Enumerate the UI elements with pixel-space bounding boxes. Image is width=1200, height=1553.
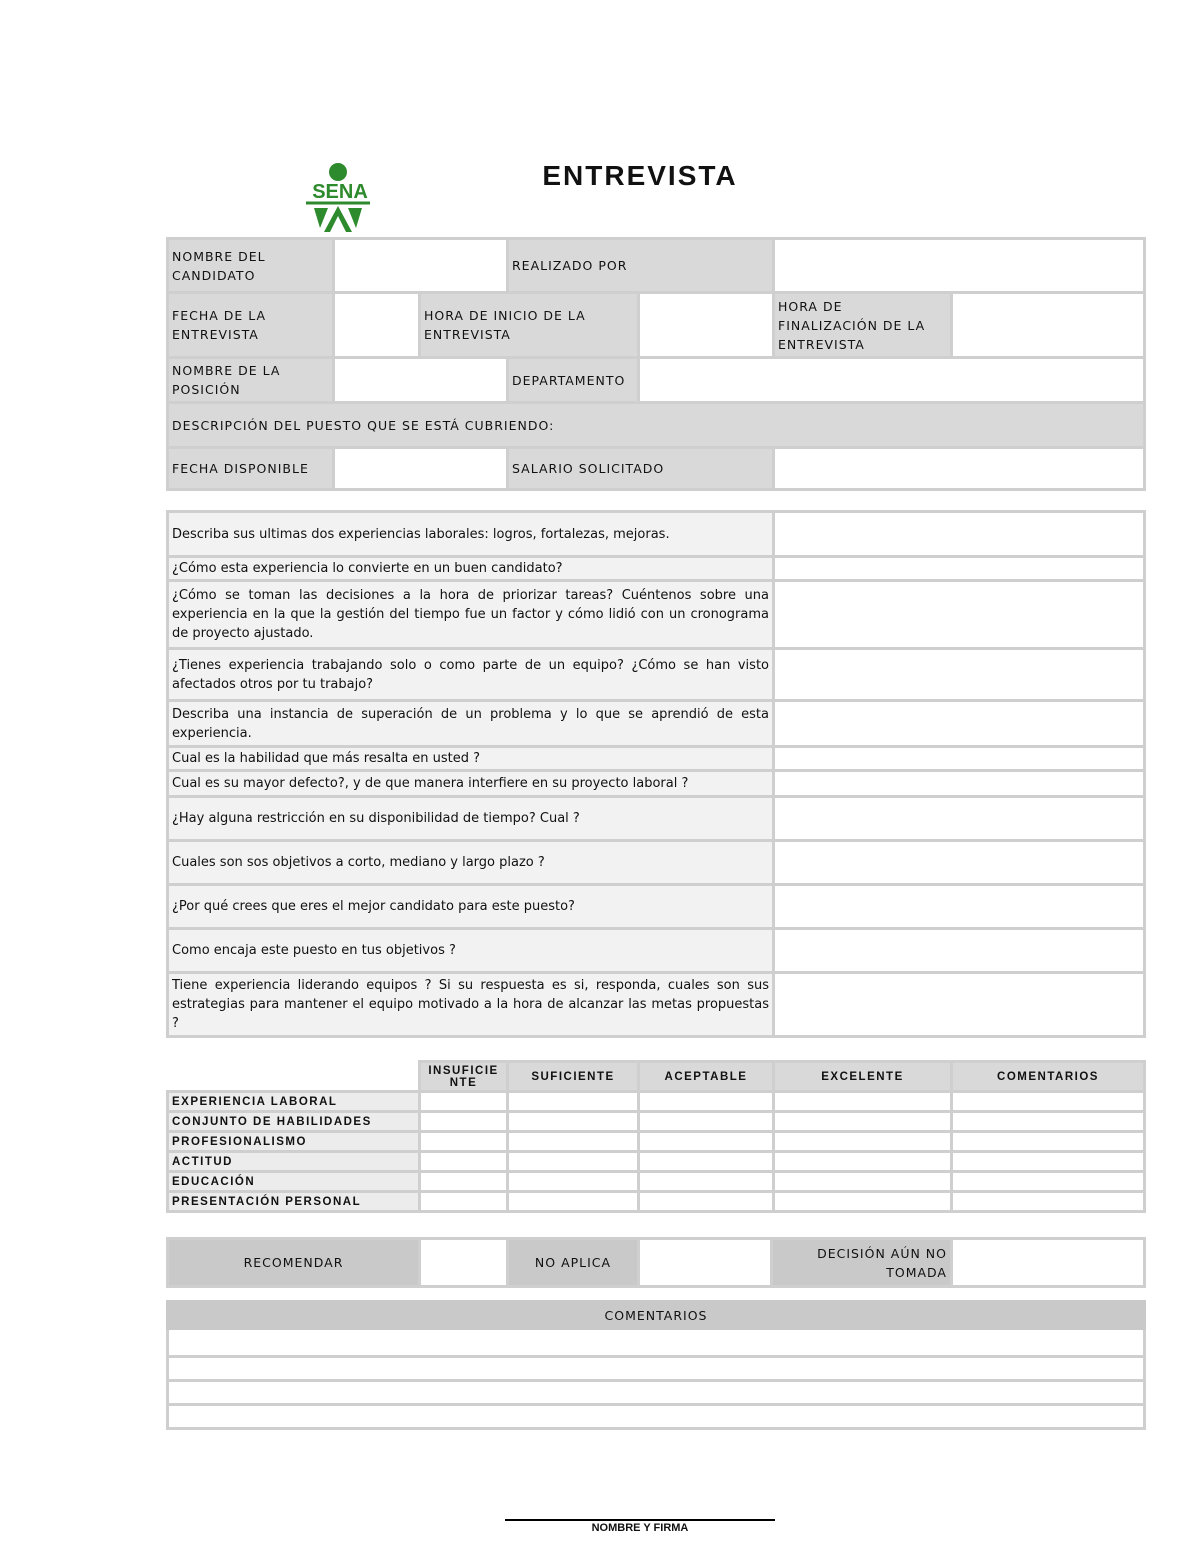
checkbox-recomendar[interactable] bbox=[420, 1239, 508, 1287]
label-hora-inicio: HORA DE INICIO DE LA ENTREVISTA bbox=[420, 293, 639, 358]
column-suficiente: SUFICIENTE bbox=[508, 1062, 639, 1092]
answer-field[interactable] bbox=[774, 973, 1145, 1037]
answer-field[interactable] bbox=[774, 649, 1145, 701]
label-departamento: DEPARTAMENTO bbox=[508, 358, 639, 403]
label-nombre-candidato: NOMBRE DEL CANDIDATO bbox=[168, 239, 334, 293]
rating-cell[interactable] bbox=[508, 1172, 639, 1192]
column-comentarios: COMENTARIOS bbox=[952, 1062, 1145, 1092]
label-fecha-entrevista: FECHA DE LA ENTREVISTA bbox=[168, 293, 334, 358]
comment-line[interactable] bbox=[168, 1381, 1145, 1405]
question-text: Describa sus ultimas dos experiencias laborales: logros, fortalezas, mejoras. bbox=[168, 512, 774, 557]
column-insuficiente: INSUFICIENTE bbox=[420, 1062, 508, 1092]
rating-cell[interactable] bbox=[508, 1092, 639, 1112]
sena-logo bbox=[300, 160, 384, 236]
candidate-info-table bbox=[166, 237, 1146, 491]
question-text: ¿Tienes experiencia trabajando solo o como parte de un equipo? ¿Cómo se han visto afectados otros por tu trabajo? bbox=[168, 649, 774, 701]
label-descripcion-puesto: DESCRIPCIÓN DEL PUESTO QUE SE ESTÁ CUBRIENDO: bbox=[168, 403, 1145, 448]
question-text: Tiene experiencia liderando equipos ? Si su respuesta es si, responda, cuales son sus estrategias para mantener el equipo motivado a la hora de alcanzar las metas propuestas ? bbox=[168, 973, 774, 1037]
rating-cell[interactable] bbox=[508, 1132, 639, 1152]
rating-cell[interactable] bbox=[420, 1092, 508, 1112]
answer-field[interactable] bbox=[774, 747, 1145, 771]
criterion-label: ACTITUD bbox=[168, 1152, 420, 1172]
rating-comment-cell[interactable] bbox=[952, 1172, 1145, 1192]
field-nombre-posicion[interactable] bbox=[334, 358, 508, 403]
label-fecha-disponible: FECHA DISPONIBLE bbox=[168, 448, 334, 490]
comments-table bbox=[166, 1300, 1146, 1430]
rating-cell[interactable] bbox=[508, 1192, 639, 1212]
criterion-label: PRESENTACIÓN PERSONAL bbox=[168, 1192, 420, 1212]
question-text: Como encaja este puesto en tus objetivos ? bbox=[168, 929, 774, 973]
rating-comment-cell[interactable] bbox=[952, 1192, 1145, 1212]
question-text: Cual es su mayor defecto?, y de que manera interfiere en su proyecto laboral ? bbox=[168, 771, 774, 797]
rating-cell[interactable] bbox=[774, 1132, 952, 1152]
label-realizado-por: REALIZADO POR bbox=[508, 239, 774, 293]
column-aceptable: ACEPTABLE bbox=[639, 1062, 774, 1092]
logo-text: SENA bbox=[312, 181, 368, 203]
label-no-aplica: NO APLICA bbox=[508, 1239, 639, 1287]
field-hora-inicio[interactable] bbox=[639, 293, 774, 358]
criterion-label: EXPERIENCIA LABORAL bbox=[168, 1092, 420, 1112]
rating-cell[interactable] bbox=[420, 1152, 508, 1172]
rating-cell[interactable] bbox=[774, 1112, 952, 1132]
field-fecha-disponible[interactable] bbox=[334, 448, 508, 490]
question-text: ¿Por qué crees que eres el mejor candidato para este puesto? bbox=[168, 885, 774, 929]
rating-cell[interactable] bbox=[639, 1132, 774, 1152]
question-text: ¿Cómo se toman las decisiones a la hora de priorizar tareas? Cuéntenos sobre una experiencia en la que la gestión del tiempo fue un factor y cómo lidió con un cronograma de proyecto ajustado. bbox=[168, 581, 774, 649]
questions-table bbox=[166, 510, 1146, 1038]
answer-field[interactable] bbox=[774, 512, 1145, 557]
question-text: Describa una instancia de superación de un problema y lo que se aprendió de esta experiencia. bbox=[168, 701, 774, 747]
label-recomendar: RECOMENDAR bbox=[168, 1239, 420, 1287]
rating-comment-cell[interactable] bbox=[952, 1152, 1145, 1172]
answer-field[interactable] bbox=[774, 557, 1145, 581]
rating-corner bbox=[168, 1062, 420, 1092]
answer-field[interactable] bbox=[774, 841, 1145, 885]
field-realizado-por[interactable] bbox=[774, 239, 1145, 293]
page-title: ENTREVISTA bbox=[542, 160, 738, 191]
answer-field[interactable] bbox=[774, 581, 1145, 649]
rating-comment-cell[interactable] bbox=[952, 1132, 1145, 1152]
rating-cell[interactable] bbox=[774, 1172, 952, 1192]
rating-cell[interactable] bbox=[639, 1112, 774, 1132]
rating-cell[interactable] bbox=[774, 1192, 952, 1212]
checkbox-no-aplica[interactable] bbox=[639, 1239, 772, 1287]
rating-cell[interactable] bbox=[420, 1192, 508, 1212]
comment-line[interactable] bbox=[168, 1405, 1145, 1429]
checkbox-decision-no-tomada[interactable] bbox=[952, 1239, 1145, 1287]
question-text: ¿Hay alguna restricción en su disponibilidad de tiempo? Cual ? bbox=[168, 797, 774, 841]
decision-table bbox=[166, 1237, 1146, 1288]
field-salario-solicitado[interactable] bbox=[774, 448, 1145, 490]
rating-cell[interactable] bbox=[639, 1092, 774, 1112]
rating-cell[interactable] bbox=[774, 1152, 952, 1172]
field-hora-finalizacion[interactable] bbox=[952, 293, 1145, 358]
question-text: ¿Cómo esta experiencia lo convierte en un buen candidato? bbox=[168, 557, 774, 581]
criterion-label: CONJUNTO DE HABILIDADES bbox=[168, 1112, 420, 1132]
rating-cell[interactable] bbox=[420, 1132, 508, 1152]
label-nombre-posicion: NOMBRE DE LA POSICIÓN bbox=[168, 358, 334, 403]
field-departamento[interactable] bbox=[639, 358, 1145, 403]
field-nombre-candidato[interactable] bbox=[334, 239, 508, 293]
signature-line[interactable] bbox=[505, 1519, 775, 1521]
question-text: Cual es la habilidad que más resalta en usted ? bbox=[168, 747, 774, 771]
rating-cell[interactable] bbox=[508, 1112, 639, 1132]
rating-cell[interactable] bbox=[420, 1112, 508, 1132]
rating-cell[interactable] bbox=[774, 1092, 952, 1112]
signature-label: NOMBRE Y FIRMA bbox=[591, 1522, 689, 1534]
comment-line[interactable] bbox=[168, 1329, 1145, 1357]
answer-field[interactable] bbox=[774, 771, 1145, 797]
answer-field[interactable] bbox=[774, 701, 1145, 747]
answer-field[interactable] bbox=[774, 929, 1145, 973]
label-decision-no-tomada: DECISIÓN AÚN NO TOMADA bbox=[772, 1239, 952, 1287]
rating-comment-cell[interactable] bbox=[952, 1112, 1145, 1132]
rating-cell[interactable] bbox=[639, 1152, 774, 1172]
rating-cell[interactable] bbox=[420, 1172, 508, 1192]
field-fecha-entrevista[interactable] bbox=[334, 293, 420, 358]
comment-line[interactable] bbox=[168, 1357, 1145, 1381]
rating-cell[interactable] bbox=[508, 1152, 639, 1172]
rating-comment-cell[interactable] bbox=[952, 1092, 1145, 1112]
criterion-label: EDUCACIÓN bbox=[168, 1172, 420, 1192]
rating-cell[interactable] bbox=[639, 1192, 774, 1212]
comments-header: COMENTARIOS bbox=[168, 1302, 1145, 1329]
column-excelente: EXCELENTE bbox=[774, 1062, 952, 1092]
question-text: Cuales son sos objetivos a corto, mediano y largo plazo ? bbox=[168, 841, 774, 885]
answer-field[interactable] bbox=[774, 797, 1145, 841]
label-hora-finalizacion: HORA DE FINALIZACIÓN DE LA ENTREVISTA bbox=[774, 293, 952, 358]
answer-field[interactable] bbox=[774, 885, 1145, 929]
rating-cell[interactable] bbox=[639, 1172, 774, 1192]
criterion-label: PROFESIONALISMO bbox=[168, 1132, 420, 1152]
rating-table bbox=[166, 1060, 1146, 1213]
label-salario-solicitado: SALARIO SOLICITADO bbox=[508, 448, 774, 490]
